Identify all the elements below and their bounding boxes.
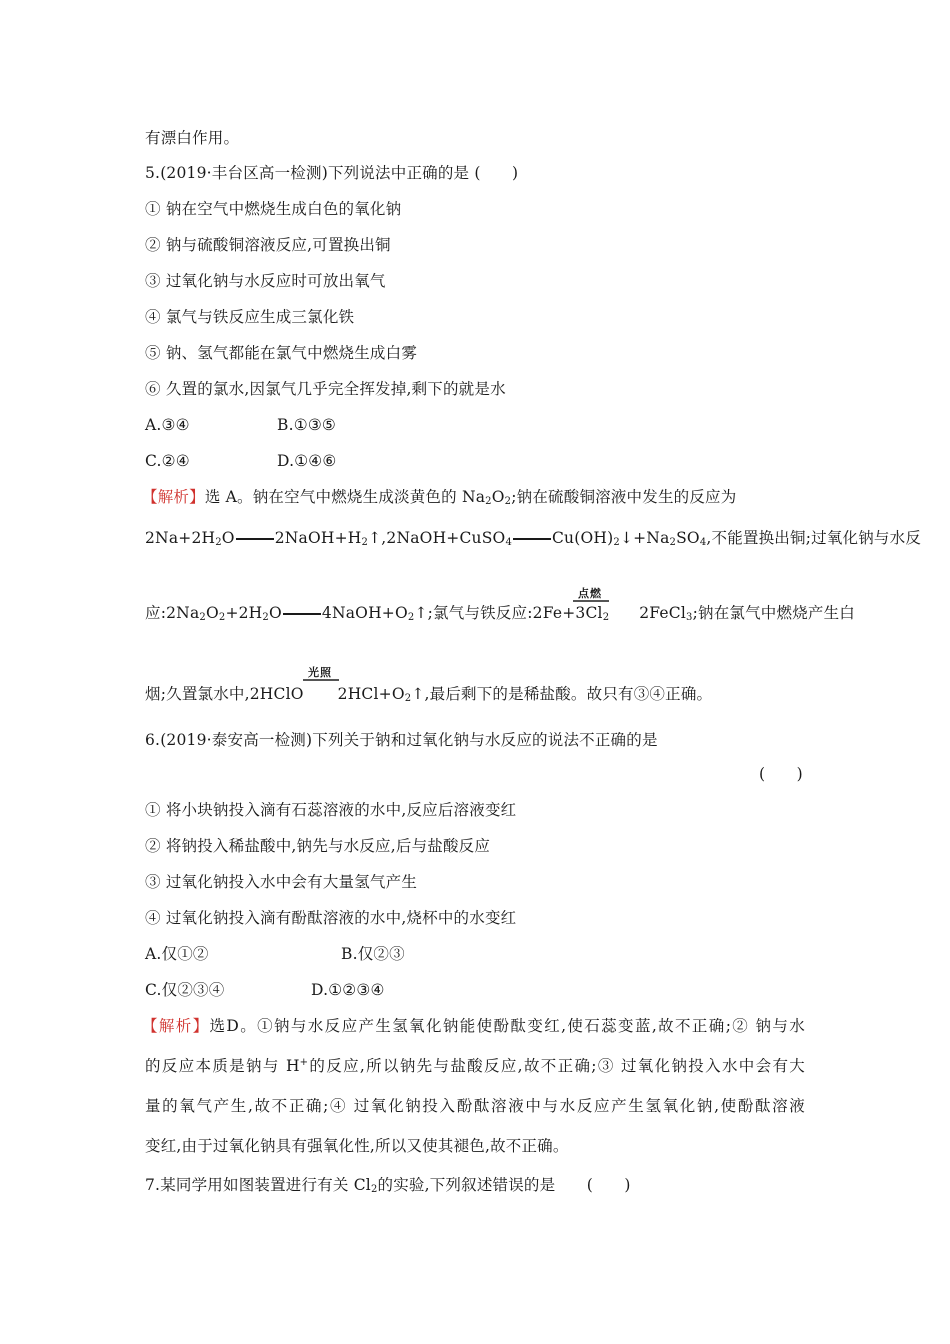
analysis-tag: 【解析】 <box>142 488 205 506</box>
superscript: + <box>299 1057 309 1068</box>
formula-text: ↑;氯气与铁反应:2Fe+3Cl <box>414 604 603 622</box>
q5-option-a: A.③④ <box>145 416 190 434</box>
reaction-condition-light: 光照 <box>308 666 332 679</box>
analysis-text: 选 A。钠在空气中燃烧生成淡黄色的 Na <box>204 488 486 506</box>
q6-item-3: ③ 过氧化钠投入水中会有大量氢气产生 <box>145 873 418 891</box>
formula-text: 应:2Na <box>145 604 200 622</box>
formula-text: Cu(OH) <box>552 529 614 547</box>
formula-text: ,不能置换出铜;过氧化钠与水反 <box>706 529 922 547</box>
q6-analysis-line-1 <box>142 1016 805 1036</box>
subscript: 2 <box>669 537 677 548</box>
q6-options-row-1 <box>145 944 805 964</box>
formula-text: 2Na+2H <box>145 529 216 547</box>
subscript: 2 <box>361 537 369 548</box>
q6-analysis-line-4: 变红,由于过氧化钠具有强氧化性,所以又使其褪色,故不正确。 <box>145 1137 569 1155</box>
formula-text: 2FeCl <box>639 604 687 622</box>
q6-analysis-line-3: 量的氧气产生,故不正确;④ 过氧化钠投入酚酞溶液中与水反应产生氢氧化钠,使酚酞溶液 <box>145 1097 805 1115</box>
subscript: 2 <box>613 537 620 548</box>
subscript: 2 <box>199 612 206 623</box>
q6-item-1: ① 将小块钠投入滴有石蕊溶液的水中,反应后溶液变红 <box>145 801 517 819</box>
equals-bar <box>283 613 321 615</box>
subscript: 2 <box>504 496 512 507</box>
q6-option-d: D.①②③④ <box>311 981 385 999</box>
formula-text: O <box>205 604 219 622</box>
analysis-tag: 【解析】 <box>142 1017 210 1035</box>
subscript: 2 <box>602 612 610 623</box>
subscript: 4 <box>505 537 512 548</box>
formula-text: 烟;久置氯水中,2HClO <box>145 685 304 703</box>
q6-option-a: A.仅①② <box>145 945 209 963</box>
equals-bar <box>513 538 551 540</box>
analysis-text: 选D。①钠与水反应产生氢氧化钠能使酚酞变红,使石蕊变蓝,故不正确;② 钠与水 <box>209 1017 805 1035</box>
subscript: 3 <box>686 612 693 623</box>
subscript: 4 <box>699 537 707 548</box>
condition-bar <box>303 679 339 681</box>
q5-item-4: ④ 氯气与铁反应生成三氯化铁 <box>145 308 355 326</box>
formula-text: O <box>221 529 235 547</box>
subscript: 2 <box>218 612 226 623</box>
q6-options-row-2 <box>145 980 805 1000</box>
subscript: 2 <box>485 496 492 507</box>
formula-text: O <box>268 604 282 622</box>
q5-option-d: D.①④⑥ <box>277 452 337 470</box>
subscript: 2 <box>215 537 222 548</box>
formula-text: SO <box>676 529 700 547</box>
q5-item-3: ③ 过氧化钠与水反应时可放出氧气 <box>145 272 386 290</box>
question-text: 的实验,下列叙述错误的是 ( ) <box>377 1176 631 1194</box>
subscript: 2 <box>370 1184 378 1195</box>
q5-options-row-2 <box>145 451 805 471</box>
equals-bar <box>236 538 274 540</box>
q5-item-2: ② 钠与硫酸铜溶液反应,可置换出铜 <box>145 236 391 254</box>
formula-text: 2HCl+O <box>337 685 405 703</box>
q6-analysis-line-2 <box>145 1056 805 1076</box>
analysis-text: 的反应本质是钠与 H <box>145 1057 300 1075</box>
q5-analysis-line-3 <box>145 603 855 623</box>
question-7-stem <box>145 1175 631 1195</box>
formula-text: +2H <box>225 604 263 622</box>
q5-item-5: ⑤ 钠、氢气都能在氯气中燃烧生成白雾 <box>145 344 418 362</box>
q5-option-c: C.②④ <box>145 452 190 470</box>
analysis-text: ;钠在硫酸铜溶液中发生的反应为 <box>511 488 737 506</box>
reaction-condition-ignite: 点燃 <box>578 587 602 600</box>
condition-bar <box>573 600 609 602</box>
document-page <box>142 0 922 1344</box>
formula-text: 4NaOH+O <box>321 604 408 622</box>
subscript: 2 <box>407 612 415 623</box>
text-line: 有漂白作用。 <box>145 129 240 147</box>
subscript: 2 <box>404 693 412 704</box>
formula-text: 2NaOH+H <box>274 529 362 547</box>
q6-answer-paren: ( ) <box>759 765 803 783</box>
q6-item-4: ④ 过氧化钠投入滴有酚酞溶液的水中,烧杯中的水变红 <box>145 909 517 927</box>
q5-analysis-line-1: 【解析】选 A。钠在空气中燃烧生成淡黄色的 $Na_2O_2$;钠在硫酸铜溶液中发生的反应为 <box>142 488 737 507</box>
formula-text: ;钠在氯气中燃烧产生白 <box>692 604 856 622</box>
formula-text: ↑,2NaOH+CuSO <box>368 529 506 547</box>
q5-options-row-1 <box>145 415 805 435</box>
q6-option-c: C.仅②③④ <box>145 981 225 999</box>
q5-item-1: ① 钠在空气中燃烧生成白色的氧化钠 <box>145 200 402 218</box>
subscript: 2 <box>262 612 269 623</box>
question-text: 7.某同学用如图装置进行有关 Cl <box>145 1176 371 1194</box>
q5-analysis-line-2 <box>145 528 921 548</box>
formula-text: ↑,最后剩下的是稀盐酸。故只有③④正确。 <box>411 685 713 703</box>
q5-option-b: B.①③⑤ <box>277 416 337 434</box>
question-6-stem: 6.(2019·泰安高一检测)下列关于钠和过氧化钠与水反应的说法不正确的是 <box>145 731 658 749</box>
formula-text: ↓+Na <box>619 529 670 547</box>
q6-option-b: B.仅②③ <box>341 945 405 963</box>
q5-item-6: ⑥ 久置的氯水,因氯气几乎完全挥发掉,剩下的就是水 <box>145 380 506 398</box>
q5-analysis-line-4 <box>145 684 712 704</box>
q6-item-2: ② 将钠投入稀盐酸中,钠先与水反应,后与盐酸反应 <box>145 837 491 855</box>
question-5-stem: 5.(2019·丰台区高一检测)下列说法中正确的是 ( ) <box>145 164 519 182</box>
analysis-text: 的反应,所以钠先与盐酸反应,故不正确;③ 过氧化钠投入水中会有大 <box>308 1057 806 1075</box>
